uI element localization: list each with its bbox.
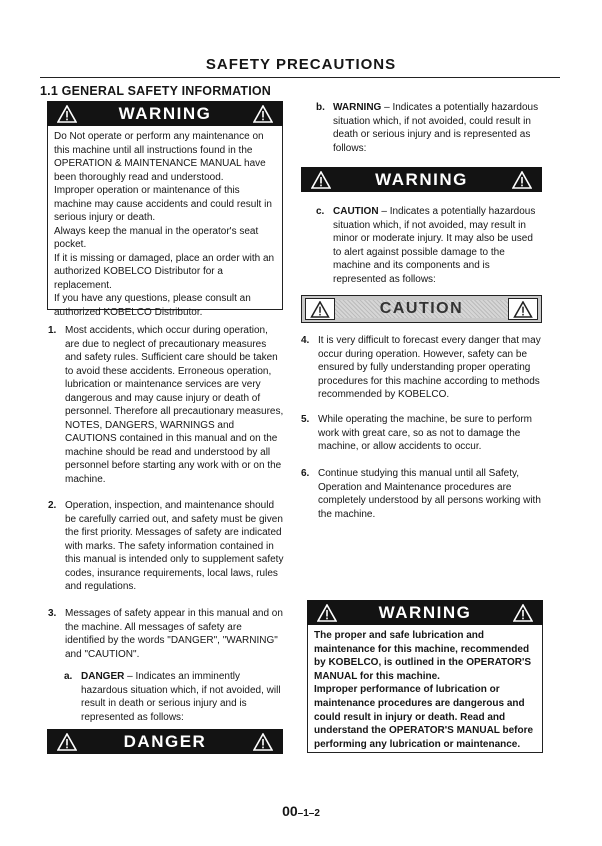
item-number: 2. <box>48 500 57 511</box>
item-number: 5. <box>301 414 310 425</box>
list-item-2 <box>48 499 284 594</box>
sub-item-term: WARNING <box>333 102 382 113</box>
caution-triangle-icon <box>508 298 538 320</box>
list-item-5 <box>301 413 542 454</box>
sub-item-text: Indicates a potentially hazardous situation which, if not avoided, could result in death or serious injury and is represented as follows: <box>333 102 539 154</box>
item-text: Operation, inspection, and maintenance should be carefully carried out, and safety must be given the first priority. Messages of safety are indicated with marks. The safety information contained in this manual is intended only to supplement safety codes, insurance requirements, local laws, rules and regulations. <box>65 500 284 592</box>
list-item-6 <box>301 467 542 521</box>
warning-example-banner <box>301 167 542 192</box>
sub-item-text: Indicates a potentially hazardous situation which, if not avoided, may result in minor or moderate injury. It may also be used to alert against possible damage to the machine and its components and is represented as follows: <box>333 206 536 285</box>
warning-triangle-icon <box>512 171 532 189</box>
caution-banner <box>301 295 542 323</box>
item-text: While operating the machine, be sure to perform work with great care, so as not to damage the machine, or allow accidents to occur. <box>318 414 532 452</box>
item-number: 4. <box>301 335 310 346</box>
item-number: 1. <box>48 325 57 336</box>
page-title: SAFETY PRECAUTIONS <box>205 56 397 73</box>
danger-label: DANGER <box>123 731 207 751</box>
sub-item-caution: c. CAUTION – Indicates a potentially hazardous situation which, if not avoided, may result in minor or moderate injury. It may also be used to alert against possible damage to the machine and its components and is represented as follows: <box>316 206 536 285</box>
sub-item-warning: b. WARNING – Indicates a potentially hazardous situation which, if not avoided, could result in death or serious injury and is represented as follows: <box>316 102 539 154</box>
item-number: 3. <box>48 608 57 619</box>
warning-triangle-icon <box>253 733 273 751</box>
top-warning-p4: If it is missing or damaged, place an order with an authorized KOBELCO Distributor for a replacement. <box>54 252 275 291</box>
page-number-suffix: –1–2 <box>297 808 320 819</box>
warning-label: WARNING <box>378 602 472 622</box>
bottom-warning-p1: The proper and safe lubrication and maintenance for this machine, recommended by KOBELCO, is outlined in the OPERATOR'S MANUAL for this machine. <box>314 630 532 682</box>
sub-item-label: b. <box>316 102 325 113</box>
warning-triangle-icon <box>317 604 337 622</box>
caution-triangle-icon <box>305 298 335 320</box>
bottom-warning-banner <box>307 600 543 625</box>
title-rule <box>40 77 560 78</box>
warning-triangle-icon <box>253 105 273 123</box>
list-item-4 <box>301 334 542 402</box>
top-warning-p3: Always keep the manual in the operator's seat pocket. <box>54 225 259 250</box>
sub-item-term: DANGER <box>81 671 125 682</box>
sub-item-label: a. <box>64 671 73 682</box>
item-number: 6. <box>301 468 310 479</box>
top-warning-banner <box>47 101 283 126</box>
item-text: It is very difficult to forecast every danger that may occur during operation. However, safety can be ensured by fully understanding proper operating procedures for this machine according to methods recommended by KOBELCO. <box>318 335 541 400</box>
bottom-warning-p2: Improper performance of lubrication or maintenance procedures are dangerous and could result in injury or death. Read and understand the OPERATOR'S MANUAL before performing any lubrication or maintenance. <box>314 684 534 750</box>
bottom-warning-text <box>307 625 543 753</box>
warning-triangle-icon <box>513 604 533 622</box>
item-text: Messages of safety appear in this manual and on the machine. All messages of safety are identified by the words "DANGER", "WARNING" and "CAUTION". <box>65 608 283 660</box>
sub-item-term: CAUTION <box>333 206 379 217</box>
warning-label: WARNING <box>375 169 468 189</box>
list-item-1 <box>48 324 284 486</box>
warning-label: WARNING <box>118 103 212 123</box>
sub-item-text: Indicates an imminently hazardous situation which, if not avoided, will result in death or serious injury and is represented as follows: <box>81 671 281 723</box>
caution-label: CAUTION <box>335 300 508 318</box>
sub-item-label: c. <box>316 206 325 217</box>
list-item-3 <box>48 607 284 661</box>
danger-banner <box>47 729 283 754</box>
page-number <box>0 803 602 819</box>
top-warning-p2: Improper operation or maintenance of this machine may cause accidents and could result in serious injury or death. <box>54 185 272 223</box>
item-text: Continue studying this manual until all Safety, Operation and Maintenance procedures are completely understood by all persons working with the machine. <box>318 468 541 520</box>
sub-item-danger: a. DANGER – Indicates an imminently hazardous situation which, if not avoided, will result in death or serious injury and is represented as follows: <box>64 671 281 723</box>
top-warning-p1: Do Not operate or perform any maintenance on this machine until all instructions found in the OPERATION & MAINTENANCE MANUAL have been thoroughly read and understood. <box>54 131 266 183</box>
section-heading: 1.1 GENERAL SAFETY INFORMATION <box>40 84 272 98</box>
top-warning-p5: If you have any questions, please consult an authorized KOBELCO Distributor. <box>54 293 251 318</box>
warning-triangle-icon <box>57 733 77 751</box>
top-warning-text <box>47 126 283 318</box>
page-number-main: 00 <box>282 803 298 819</box>
warning-triangle-icon <box>57 105 77 123</box>
warning-triangle-icon <box>311 171 331 189</box>
item-text: Most accidents, which occur during operation, are due to neglect of precautionary measures and safety rules. Sufficient care should be taken to avoid these accidents. Erroneous operation, lubrication or maintenance services are very dangerous and may cause injury or death of personnel. Therefore all precautionary measures, NOTES, DANGERS, WARNINGS and CAUTIONS contained in this manual and on the machine should be read and understood by all personnel before starting any work with or on the machine. <box>65 325 284 485</box>
